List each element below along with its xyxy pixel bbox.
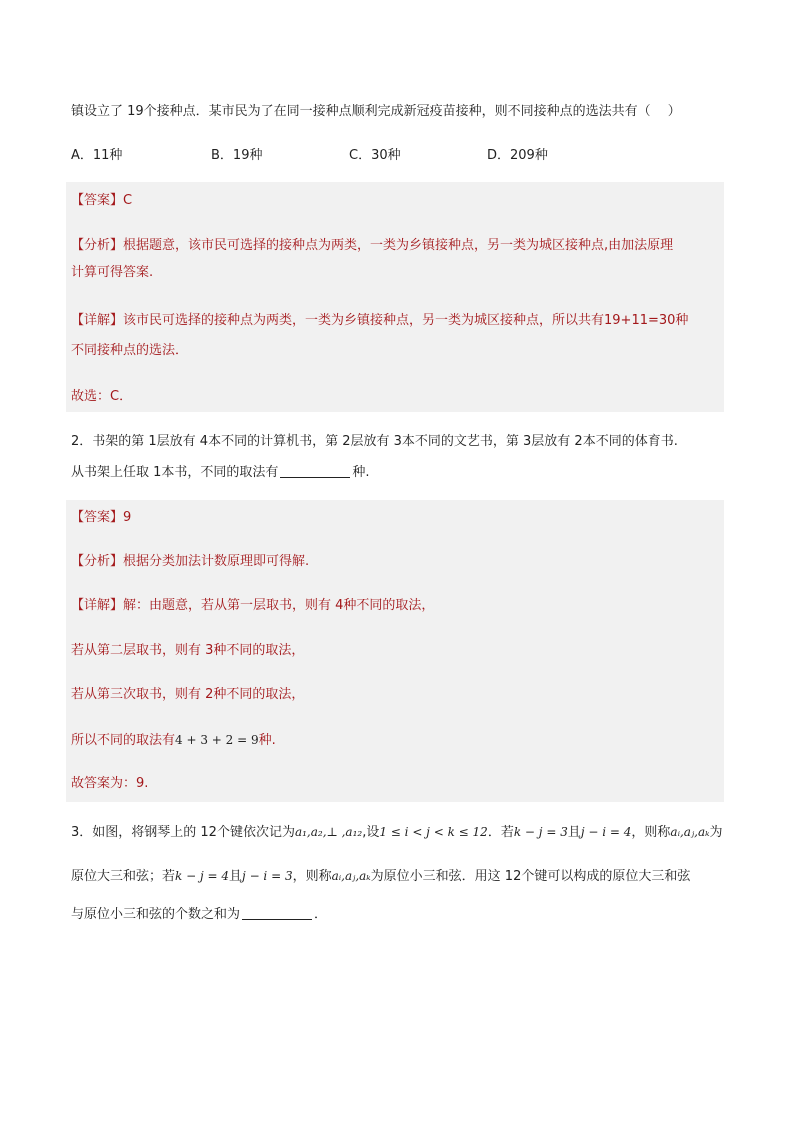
q3-key-sequence: a₁,a₂,⊥ ,a₁₂ bbox=[294, 825, 363, 839]
q2-detail-line2: 若从第二层取书，则有 3种不同的取法， bbox=[71, 643, 305, 658]
q2-answer-blank bbox=[280, 463, 350, 478]
q2-analysis: 【分析】根据分类加法计数原理即可得解. bbox=[71, 554, 310, 569]
q3-index-condition: 1 ≤ i < j < k ≤ 12 bbox=[379, 825, 488, 839]
q2-answer: 【答案】9 bbox=[71, 510, 132, 525]
q1-option-b: B．19种 bbox=[211, 148, 263, 163]
q1-conclusion: 故选：C． bbox=[71, 389, 133, 404]
q2-detail-line3: 若从第三次取书，则有 2种不同的取法， bbox=[71, 687, 305, 702]
q2-stem-line2: 从书架上任取 1本书，不同的取法有 种. bbox=[71, 465, 370, 480]
q1-answer: 【答案】C bbox=[71, 193, 133, 208]
q1-option-c: C．30种 bbox=[349, 148, 401, 163]
q1-options bbox=[71, 146, 731, 166]
q1-detail-line2: 不同接种点的选法． bbox=[71, 343, 189, 358]
q3-line3: 与原位小三和弦的个数之和为 ． bbox=[71, 907, 328, 922]
q3-line1: 3．如图，将钢琴上的 12个键依次记为a₁,a₂,⊥ ,a₁₂,设1 ≤ i < j < k ≤ 12．若k − j = 3且j − i = 4，则称aᵢ,aⱼ,aₖ为 bbox=[71, 825, 723, 840]
q3-answer-blank bbox=[242, 905, 312, 920]
q1-detail-line1: 【详解】该市民可选择的接种点为两类，一类为乡镇接种点，另一类为城区接种点，所以共有19+11=30种 bbox=[71, 313, 689, 328]
q2-detail-line4: 所以不同的取法有4 + 3 + 2 = 9种. bbox=[71, 733, 276, 748]
q2-sum-expression: 4 + 3 + 2 = 9 bbox=[175, 733, 259, 747]
q1-analysis-line1: 【分析】根据题意，该市民可选择的接种点为两类，一类为乡镇接种点，另一类为城区接种点,由加法原理 bbox=[71, 238, 674, 253]
q2-stem-line1: 2．书架的第 1层放有 4本不同的计算机书，第 2层放有 3本不同的文艺书，第 3层放有 2本不同的体育书. bbox=[71, 434, 678, 449]
q2-answer-value: 9 bbox=[123, 510, 132, 525]
q1-solution-box bbox=[66, 182, 724, 412]
q1-option-a: A．11种 bbox=[71, 148, 123, 163]
q1-answer-value: C bbox=[123, 193, 133, 208]
q2-detail-line1: 【详解】解：由题意，若从第一层取书，则有 4种不同的取法， bbox=[71, 598, 435, 613]
q2-conclusion: 故答案为：9. bbox=[71, 776, 149, 791]
q3-line2: 原位大三和弦；若k − j = 4且j − i = 3，则称aᵢ,aⱼ,aₖ为原位小三和弦．用这 12个键可以构成的原位大三和弦 bbox=[71, 869, 691, 884]
q1-stem-tail: 镇设立了 19个接种点．某市民为了在同一接种点顺利完成新冠疫苗接种，则不同接种点的选法共有（ ） bbox=[71, 104, 681, 119]
q1-analysis-line2: 计算可得答案. bbox=[71, 265, 154, 280]
q1-option-d: D．209种 bbox=[487, 148, 548, 163]
